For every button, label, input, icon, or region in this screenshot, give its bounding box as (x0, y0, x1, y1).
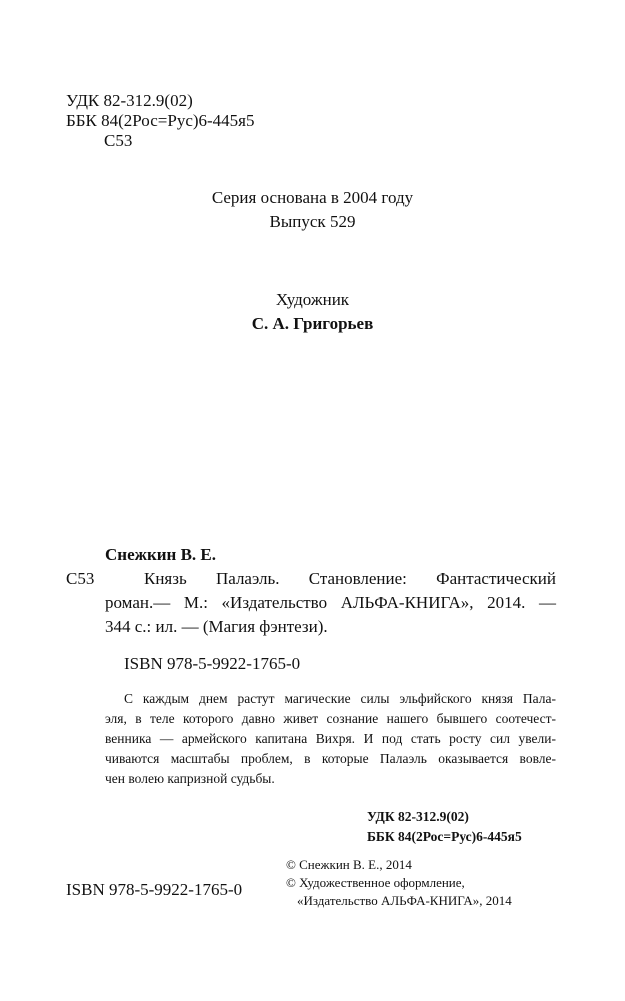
illustrator-label: Художник (275, 290, 350, 309)
bbk-code-top: ББК 84(2Рос=Рус)6-445я5 (66, 111, 255, 130)
bbk-code-bottom: ББК 84(2Рос=Рус)6-445я5 (367, 829, 522, 844)
annotation-line: венника — армейского капитана Вихря. И под стать росту сил увели- (105, 731, 556, 746)
copyright-author: © Снежкин В. Е., 2014 (286, 857, 412, 872)
udk-code-top: УДК 82-312.9(02) (66, 91, 193, 110)
copyright-publisher: «Издательство АЛЬФА-КНИГА», 2014 (297, 893, 512, 908)
catalog-extent-line: 344 с.: ил. — (Магия фэнтези). (105, 617, 328, 636)
catalog-isbn: ISBN 978-5-9922-1765-0 (124, 654, 301, 673)
copyright-design: © Художественное оформление, (286, 875, 465, 890)
catalog-mark: С53 (66, 569, 95, 588)
annotation-line: С каждым днем растут магические силы эльфийского князя Пала- (124, 691, 556, 706)
isbn-bottom: ISBN 978-5-9922-1765-0 (66, 880, 243, 899)
udk-code-bottom: УДК 82-312.9(02) (367, 809, 469, 824)
annotation-line: эля, в теле которого давно живет сознание нашего бывшего соотечест- (105, 711, 556, 726)
annotation-line: чиваются масштабы проблем, в которые Палаэль оказывается вовле- (105, 751, 556, 766)
series-founded: Серия основана в 2004 году (211, 188, 414, 207)
series-issue: Выпуск 529 (269, 212, 356, 231)
catalog-publisher-line: роман.— М.: «Издательство АЛЬФА-КНИГА», 2014. — (105, 593, 556, 612)
author-mark-top: С53 (104, 131, 133, 150)
catalog-author: Снежкин В. Е. (105, 545, 217, 564)
annotation-line: чен волею капризной судьбы. (105, 771, 275, 786)
catalog-title-line: Князь Палаэль. Становление: Фантастический (144, 569, 556, 588)
illustrator-name: С. А. Григорьев (251, 314, 374, 333)
